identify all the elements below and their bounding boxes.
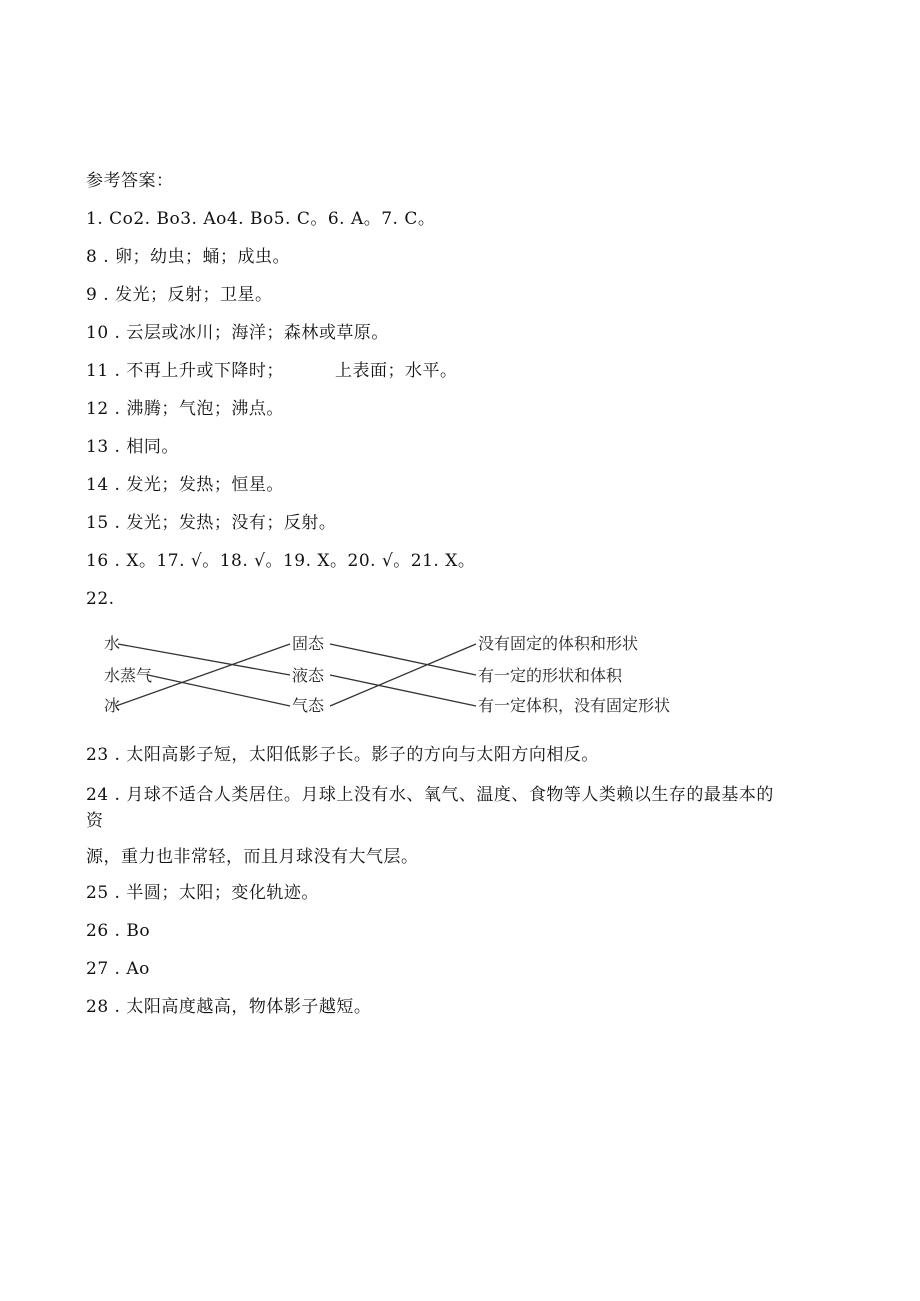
- right-item-1: 没有固定的体积和形状: [478, 634, 639, 653]
- middle-item-solid: 固态: [292, 634, 325, 653]
- answer-10: 10 . 云层或冰川；海洋；森林或草原。: [86, 323, 389, 343]
- middle-item-liquid: 液态: [292, 666, 325, 685]
- answer-16-21: 16 . X。17. √。18. √。19. X。20. √。21. X。: [86, 551, 476, 571]
- match-line-middle-1: [330, 675, 476, 706]
- answer-9: 9 . 发光；反射；卫星。: [86, 285, 273, 305]
- answer-11-part1: 11 . 不再上升或下降时；: [86, 361, 284, 381]
- left-item-vapor: 水蒸气: [104, 666, 153, 685]
- answer-26: 26 . Bo: [86, 921, 151, 941]
- answer-key-heading: 参考答案：: [86, 171, 174, 191]
- answer-24-line3: 源，重力也非常轻，而且月球没有大气层。: [86, 847, 419, 867]
- answer-12: 12 . 沸腾；气泡；沸点。: [86, 399, 284, 419]
- answer-25: 25 . 半圆；太阳；变化轨迹。: [86, 883, 319, 903]
- answer-24-line2: 资: [86, 811, 104, 831]
- left-item-ice: 冰: [104, 696, 121, 715]
- matching-diagram: [98, 624, 698, 720]
- match-line-middle-2: [330, 644, 476, 706]
- answer-22-label: 22.: [86, 589, 115, 609]
- answer-14: 14 . 发光；发热；恒星。: [86, 475, 284, 495]
- answer-23: 23 . 太阳高影子短，太阳低影子长。影子的方向与太阳方向相反。: [86, 745, 599, 765]
- answer-1-7: 1. Co2. Bo3. Ao4. Bo5. C。6. A。7. C。: [86, 209, 436, 229]
- right-item-2: 有一定的形状和体积: [478, 666, 623, 685]
- right-item-3: 有一定体积，没有固定形状: [478, 696, 671, 715]
- answer-27: 27 . Ao: [86, 959, 150, 979]
- answer-13: 13 . 相同。: [86, 437, 179, 457]
- answer-24-line1: 24 . 月球不适合人类居住。月球上没有水、氧气、温度、食物等人类赖以生存的最基本的: [86, 785, 774, 805]
- match-line-middle-0: [330, 644, 476, 675]
- answer-15: 15 . 发光；发热；没有；反射。: [86, 513, 337, 533]
- middle-item-gas: 气态: [292, 696, 325, 715]
- match-line-left-1: [148, 675, 290, 706]
- left-item-water: 水: [104, 634, 121, 653]
- answer-11-part2: 上表面；水平。: [335, 361, 458, 381]
- answer-8: 8 . 卵；幼虫；蛹；成虫。: [86, 247, 291, 267]
- answer-28: 28 . 太阳高度越高，物体影子越短。: [86, 997, 372, 1017]
